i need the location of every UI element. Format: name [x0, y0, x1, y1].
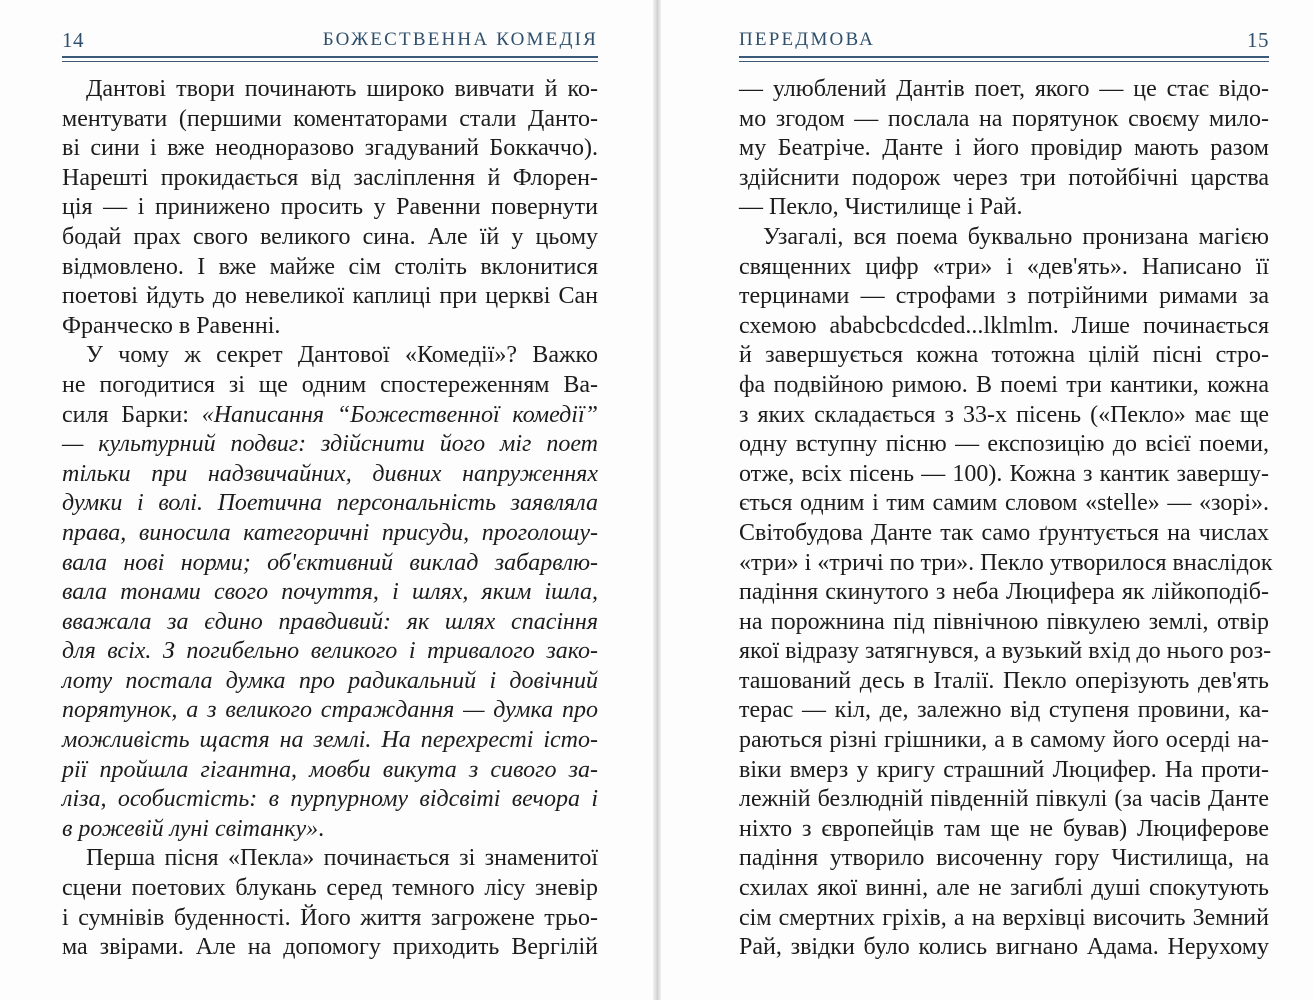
- text-line: поетові йдуть до невеликої каплиці при церкві Сан: [62, 283, 598, 310]
- text-line: на порожнина під північною півкулею землі, отвір: [739, 608, 1269, 635]
- text-line: ється одним і тим самим словом «stelle» — «зорі».: [739, 490, 1269, 517]
- left-running-title: БОЖЕСТВЕННА КОМЕДІЯ: [322, 29, 598, 50]
- text-line: одну вступну пісню — експозицію до всієї поеми,: [739, 431, 1269, 458]
- text-line: Дантові твори починають широко вивчати й ко-: [86, 76, 598, 102]
- header-rule: [62, 56, 598, 58]
- text-line: можливість щастя на землі. На перехресті істо-: [62, 727, 598, 754]
- text-line: якої відразу затягнувся, а вузький вхід до нього роз-: [739, 638, 1272, 665]
- right-running-title: ПЕРЕДМОВА: [739, 29, 876, 50]
- text-line: схилах якої винні, але не загиблі душі спокутують: [739, 875, 1269, 902]
- text-line: священних цифр «три» і «дев'ять». Написано її: [739, 253, 1269, 280]
- text-line: бодай прах свого великого сина. Але їй у цьому: [62, 223, 598, 250]
- text-line: з яких складається з 33-х пісень («Пекло» має ще: [739, 401, 1269, 428]
- text-line: — культурний подвиг: здійснити його міг поет: [62, 431, 598, 458]
- text-line: здійснити подорож через три потойбічні царства: [739, 164, 1269, 191]
- text-line: Узагалі, вся поема буквально пронизана магією: [763, 223, 1269, 250]
- text-line: отже, всіх пісень — 100). Кожна з кантик завершу-: [739, 460, 1269, 487]
- text-line: падіння утворило височенну гору Чистилища, на: [739, 845, 1269, 872]
- text-line: для всіх. З погибельно великого і тривалого зако-: [62, 638, 598, 665]
- text-line: сцени поетових блукань серед темного лісу зневір: [62, 875, 598, 902]
- italic-quote: в рожевій луні світанку»: [62, 815, 319, 842]
- left-running-head: [62, 22, 598, 52]
- header-rule: [739, 56, 1269, 58]
- text-line: раються різні грішники, а в самому його осерді на-: [739, 727, 1269, 754]
- text-line: відмовлено. І вже майже сім століть вклонитися: [62, 253, 598, 280]
- line-head: силя Барки:: [62, 401, 202, 428]
- left-body-text: [62, 75, 598, 963]
- header-rule-thin: [62, 61, 598, 62]
- text-line: «три» і «тричі по три». Пекло утворилося внаслідок: [739, 549, 1273, 576]
- text-line: і сумнівів буденності. Його життя загрожене трьо-: [62, 904, 598, 931]
- text-line: лежній безлюдній південній півкулі (за часів Данте: [739, 786, 1269, 813]
- text-line: му Беатріче. Данте і його провідир мають разом: [739, 135, 1269, 162]
- text-line: падіння скинутого з неба Люцифера як лійкоподіб-: [739, 579, 1269, 606]
- text-line: думки і волі. Поетична персональність заявляла: [62, 490, 598, 517]
- text-line: вала тонами свого почуття, і шлях, яким ішла,: [62, 579, 598, 606]
- header-rule-thin: [739, 61, 1269, 62]
- text-line: схемою ababcbcdcded...lklmlm. Лише починається: [739, 312, 1269, 339]
- text-line: порятунок, а з великого страждання — думка про: [62, 697, 598, 724]
- text-line: ві сини і вже неодноразово згадуваний Боккаччо).: [62, 135, 598, 162]
- right-body-text: [739, 75, 1273, 963]
- text-line: ція — і принижено просить у Равенни повернути: [62, 194, 598, 221]
- line-tail: .: [318, 815, 325, 842]
- text-line: Перша пісня «Пекла» починається зі знаменитої: [86, 845, 598, 872]
- text-line: рії пройшла гігантна, мовби викута з сивого за-: [62, 756, 598, 783]
- text-line: фа подвійною римою. В поемі три кантики, кожна: [739, 371, 1269, 398]
- text-line: не погодитися зі ще одним спостереженням Ва-: [62, 371, 598, 398]
- text-line: ніхто з європейців там ще не бував) Люциферове: [739, 815, 1269, 842]
- text-line: ташований десь в Італії. Пекло оперізують дев'ять: [739, 667, 1269, 694]
- text-line: мо згодом — послала на порятунок своєму мило-: [739, 105, 1269, 132]
- text-line: Рай, звідки було колись вигнано Адама. Нерухому: [739, 934, 1269, 961]
- text-line: вала нові норми; об'єктивний виклад забарвлю-: [62, 549, 598, 576]
- text-line: ліза, особистість: в пурпурному відсвіті вечора і: [62, 786, 598, 813]
- text-line: [62, 815, 598, 845]
- text-line: ментувати (першими коментаторами стали Данто-: [62, 105, 598, 132]
- text-line: — Пекло, Чистилище і Рай.: [739, 194, 1023, 221]
- text-line: Нарешті прокидається від засліплення й Флорен-: [62, 164, 598, 191]
- text-line: вважала за єдино правдивий: як шлях спасіння: [62, 608, 598, 635]
- right-page-number: 15: [1247, 28, 1269, 52]
- text-line: сім смертних гріхів, а на верхівці височить Земний: [739, 904, 1269, 931]
- text-line: права, виносила категоричні присуди, проголошу-: [62, 519, 598, 546]
- text-line: ма звірами. Але на допомогу приходить Вергілій: [62, 934, 598, 961]
- right-running-head: [739, 22, 1269, 52]
- book-spine: [653, 0, 661, 1000]
- text-line: Світобудова Данте так само ґрунтується на числах: [739, 519, 1269, 546]
- text-line: й завершується кожна тотожна цілій пісні стро-: [739, 342, 1269, 369]
- left-page-number: 14: [62, 28, 84, 52]
- text-line: терцинами — строфами з потрійними римами за: [739, 283, 1269, 310]
- text-line: тільки при надзвичайних, дивних напруженнях: [62, 460, 598, 487]
- text-line: віки вмерз у кригу страшний Люцифер. На проти-: [739, 756, 1269, 783]
- text-line: Франческо в Равенні.: [62, 312, 281, 339]
- text-line: терас — кіл, де, залежно від ступеня провини, ка-: [739, 697, 1269, 724]
- text-line: [62, 401, 598, 431]
- italic-quote: «Написання “Божественної комедії”: [201, 401, 598, 428]
- text-line: лоту постала думка про радикальний і довічний: [62, 667, 598, 694]
- text-line: — улюблений Дантів поет, якого — це стає відо-: [739, 76, 1269, 102]
- text-line: У чому ж секрет Дантової «Комедії»? Важко: [86, 342, 598, 369]
